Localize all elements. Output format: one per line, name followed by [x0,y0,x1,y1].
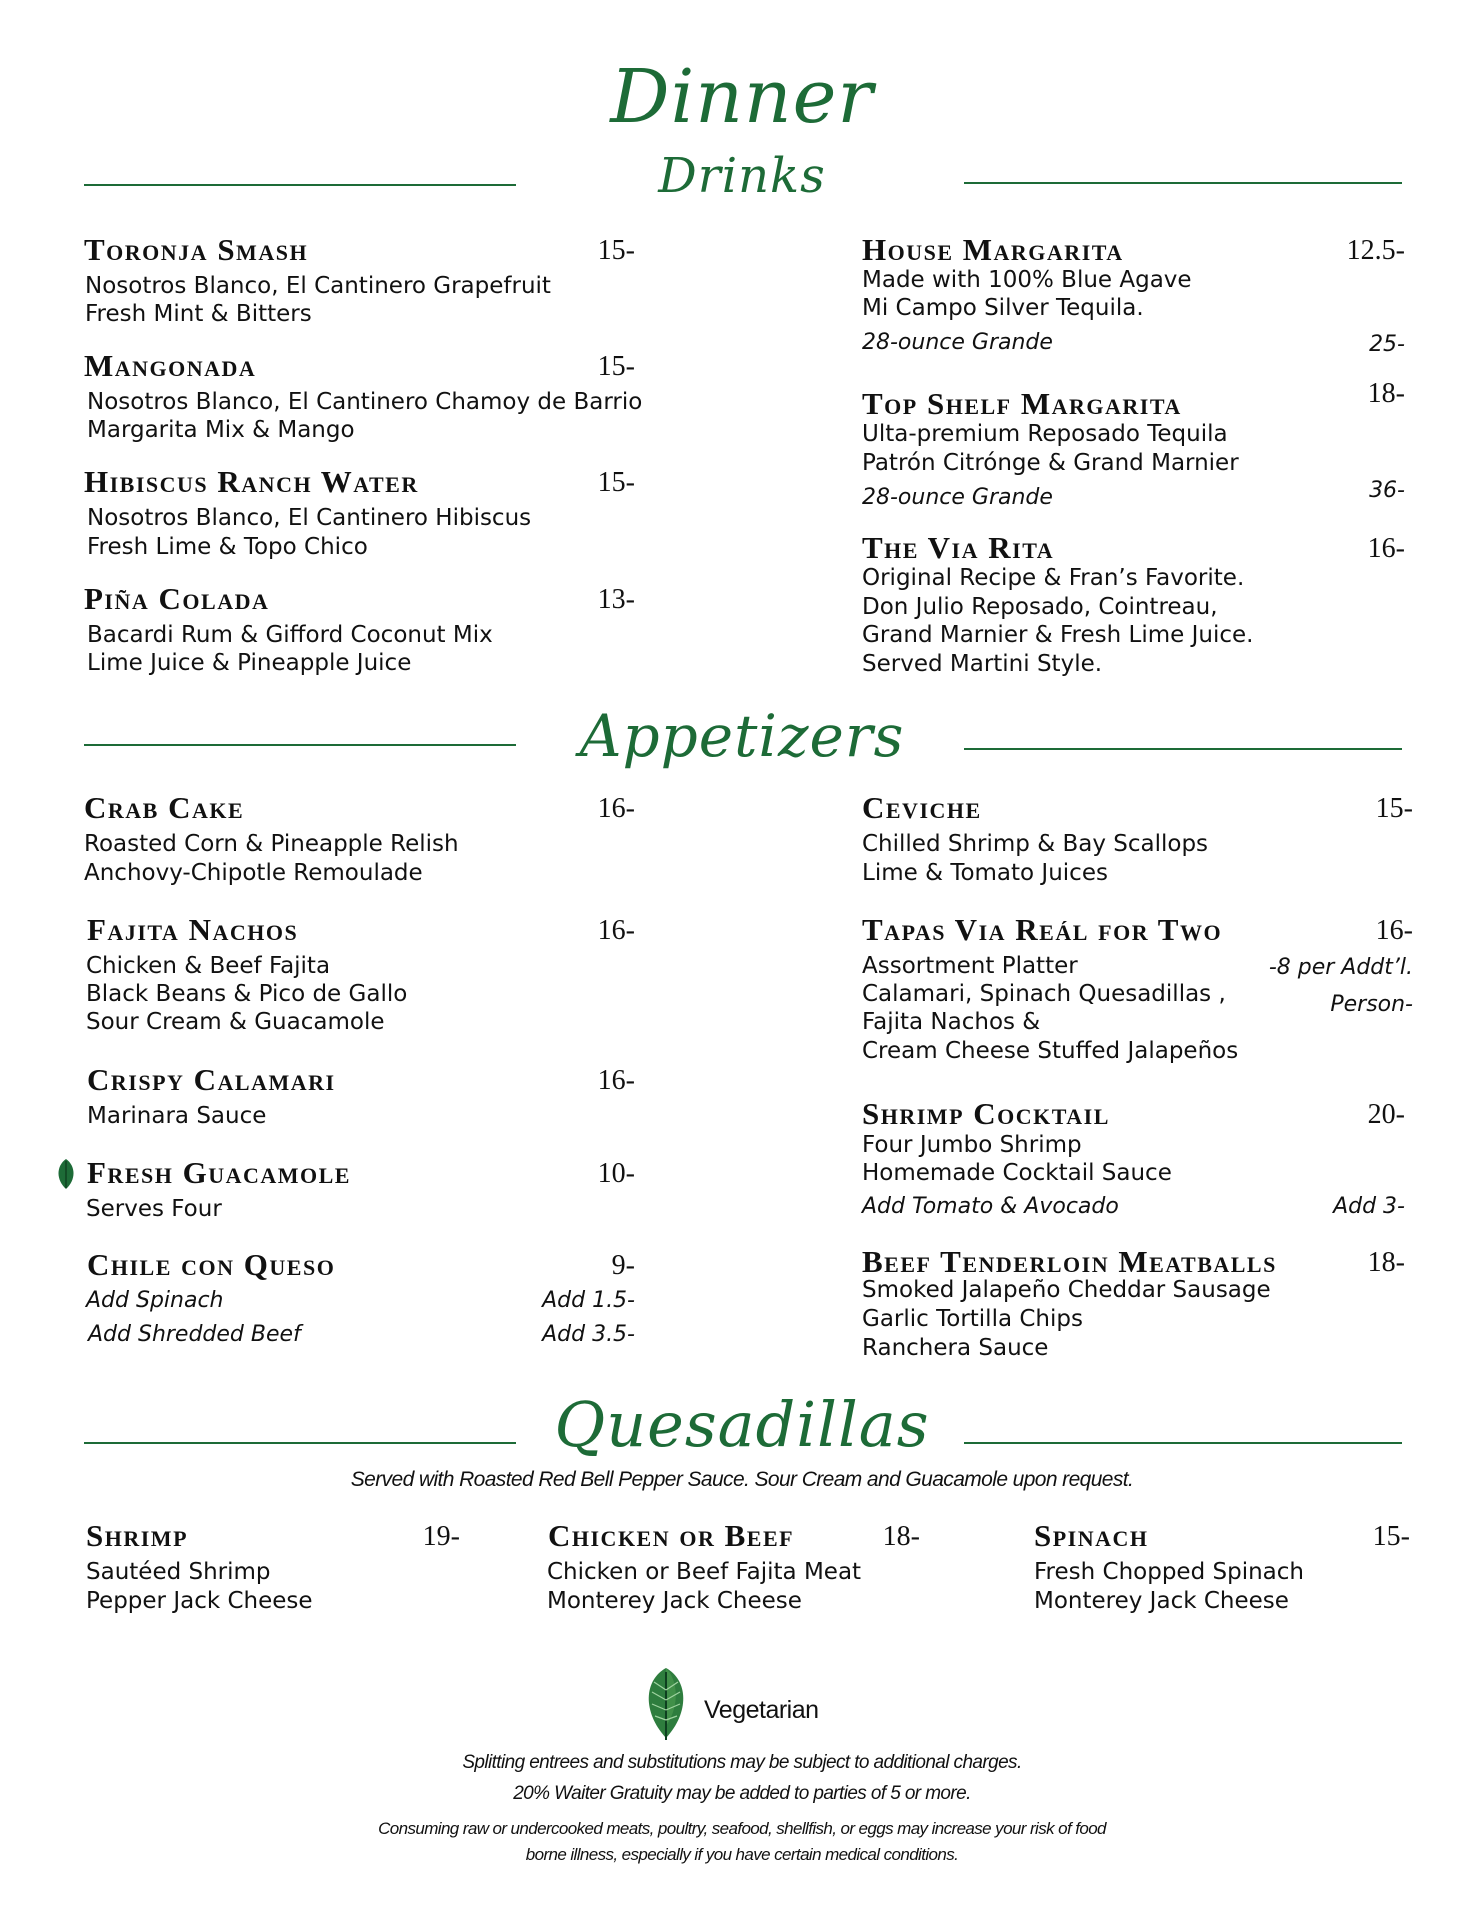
item-price: 16- [597,915,635,946]
item-name: Hibiscus Ranch Water [84,464,419,499]
item-option: Add Shredded Beef [88,1322,301,1347]
item-option: 28-ounce Grande [862,330,1053,355]
item-price: 19- [422,1521,460,1552]
item-name: Beef Tenderloin Meatballs [862,1244,1277,1279]
quesadillas-note: Served with Roasted Red Bell Pepper Sauce. Sour Cream and Guacamole upon request. [350,1468,1134,1491]
item-description: Don Julio Reposado, Cointreau, [862,594,1218,620]
item-price: 16- [1367,533,1405,564]
item-description: Marinara Sauce [87,1103,267,1129]
item-description: Chicken or Beef Fajita Meat [547,1559,862,1585]
item-description: Fresh Chopped Spinach [1034,1559,1304,1585]
footer-note: borne illness, especially if you have certain medical conditions. [525,1845,959,1864]
item-price: 18- [882,1521,920,1552]
item-price: 16- [597,1065,635,1096]
item-description: Sour Cream & Guacamole [86,1009,385,1035]
item-option-price: 36- [1369,478,1405,503]
item-description: Bacardi Rum & Gifford Coconut Mix [87,622,493,648]
divider-right [964,182,1402,184]
item-description: Roasted Corn & Pineapple Relish [84,831,459,857]
item-name: Shrimp [86,1518,189,1553]
item-name: Crispy Calamari [87,1062,336,1097]
item-price: 13- [597,584,635,615]
item-name: The Via Rita [862,530,1055,565]
item-name: Shrimp Cocktail [862,1096,1110,1131]
item-description: Margarita Mix & Mango [87,417,355,443]
item-description: Nosotros Blanco, El Cantinero Hibiscus [87,505,532,531]
item-name: Chile con Queso [87,1247,336,1282]
item-description: Smoked Jalapeño Cheddar Sausage [862,1277,1271,1303]
item-description: Lime & Tomato Juices [862,860,1108,886]
item-price: 15- [597,235,635,266]
item-option: Add Tomato & Avocado [862,1194,1119,1219]
item-description: Mi Campo Silver Tequila. [862,295,1144,321]
item-option-price: Add 3- [1333,1194,1405,1219]
page-title: Dinner [610,54,874,140]
item-name: Spinach [1034,1518,1149,1553]
item-description: Four Jumbo Shrimp [862,1132,1082,1158]
item-price: 18- [1367,378,1405,409]
item-price: 15- [1372,1521,1410,1552]
item-name: Fajita Nachos [87,912,299,947]
item-name: Fresh Guacamole [87,1155,351,1190]
item-name: Ceviche [862,790,982,825]
item-price: 15- [597,467,635,498]
item-name: Crab Cake [84,790,245,825]
footer-note: Splitting entrees and substitutions may be subject to additional charges. [462,1752,1022,1773]
item-name: Tapas Via Reál for Two [862,912,1223,947]
item-price: 18- [1367,1247,1405,1278]
item-description: Nosotros Blanco, El Cantinero Chamoy de Barrio [87,389,643,415]
item-description: Lime Juice & Pineapple Juice [87,650,412,676]
section-title-drinks: Drinks [658,148,826,204]
item-option-price: Add 1.5- [542,1288,635,1313]
item-description: Original Recipe & Fran’s Favorite. [862,565,1245,591]
item-description: Fresh Mint & Bitters [85,301,312,327]
item-name: Chicken or Beef [548,1518,795,1553]
item-price: 20- [1367,1099,1405,1130]
item-name: Piña Colada [84,581,270,616]
item-price: 9- [611,1250,635,1281]
item-price: 16- [1375,915,1413,946]
item-description: Sautéed Shrimp [86,1559,271,1585]
item-name: Toronja Smash [84,232,309,267]
item-description: Pepper Jack Cheese [86,1588,313,1614]
item-description: Grand Marnier & Fresh Lime Juice. [862,622,1254,648]
item-description: Serves Four [86,1196,222,1222]
divider-left [84,184,516,186]
item-extra-price: Person- [1330,992,1413,1017]
item-description: Garlic Tortilla Chips [862,1306,1083,1332]
item-description: Anchovy-Chipotle Remoulade [84,860,423,886]
item-price: 15- [1375,793,1413,824]
footer-note: Consuming raw or undercooked meats, poultry, seafood, shellfish, or eggs may increase your risk of food [378,1819,1106,1838]
item-description: Homemade Cocktail Sauce [862,1160,1172,1186]
footer-note: 20% Waiter Gratuity may be added to parties of 5 or more. [513,1783,971,1804]
item-name: Top Shelf Margarita [862,386,1182,421]
item-option: 28-ounce Grande [862,485,1053,510]
item-extra-price: -8 per Addt’l. [1268,955,1413,980]
item-description: Ranchera Sauce [862,1335,1049,1361]
item-name: House Margarita [862,232,1124,267]
item-price: 12.5- [1346,235,1405,266]
item-description: Patrón Citrónge & Grand Marnier [862,450,1239,476]
item-option-price: Add 3.5- [542,1322,635,1347]
item-description: Made with 100% Blue Agave [862,267,1192,293]
section-title-appetizers: Appetizers [579,702,905,770]
item-description: Black Beans & Pico de Gallo [86,981,408,1007]
item-description: Assortment Platter [862,953,1078,979]
item-description: Calamari, Spinach Quesadillas , [862,981,1226,1007]
item-price: 16- [597,793,635,824]
item-description: Fresh Lime & Topo Chico [87,534,368,560]
section-title-quesadillas: Quesadillas [554,1388,930,1461]
item-description: Monterey Jack Cheese [547,1588,802,1614]
leaf-icon [54,1158,78,1190]
item-description: Monterey Jack Cheese [1034,1588,1289,1614]
item-description: Chicken & Beef Fajita [86,953,331,979]
item-description: Served Martini Style. [862,651,1103,677]
item-description: Fajita Nachos & [862,1009,1041,1035]
vegetarian-label: Vegetarian [704,1696,819,1724]
item-description: Chilled Shrimp & Bay Scallops [862,831,1209,857]
item-option: Add Spinach [86,1288,224,1313]
item-price: 15- [597,351,635,382]
item-description: Ulta-premium Reposado Tequila [862,421,1228,447]
item-price: 10- [597,1158,635,1189]
item-option-price: 25- [1369,332,1405,357]
leaf-icon [640,1666,692,1742]
item-description: Cream Cheese Stuffed Jalapeños [862,1038,1239,1064]
item-name: Mangonada [84,348,257,383]
item-description: Nosotros Blanco, El Cantinero Grapefruit [85,273,551,299]
